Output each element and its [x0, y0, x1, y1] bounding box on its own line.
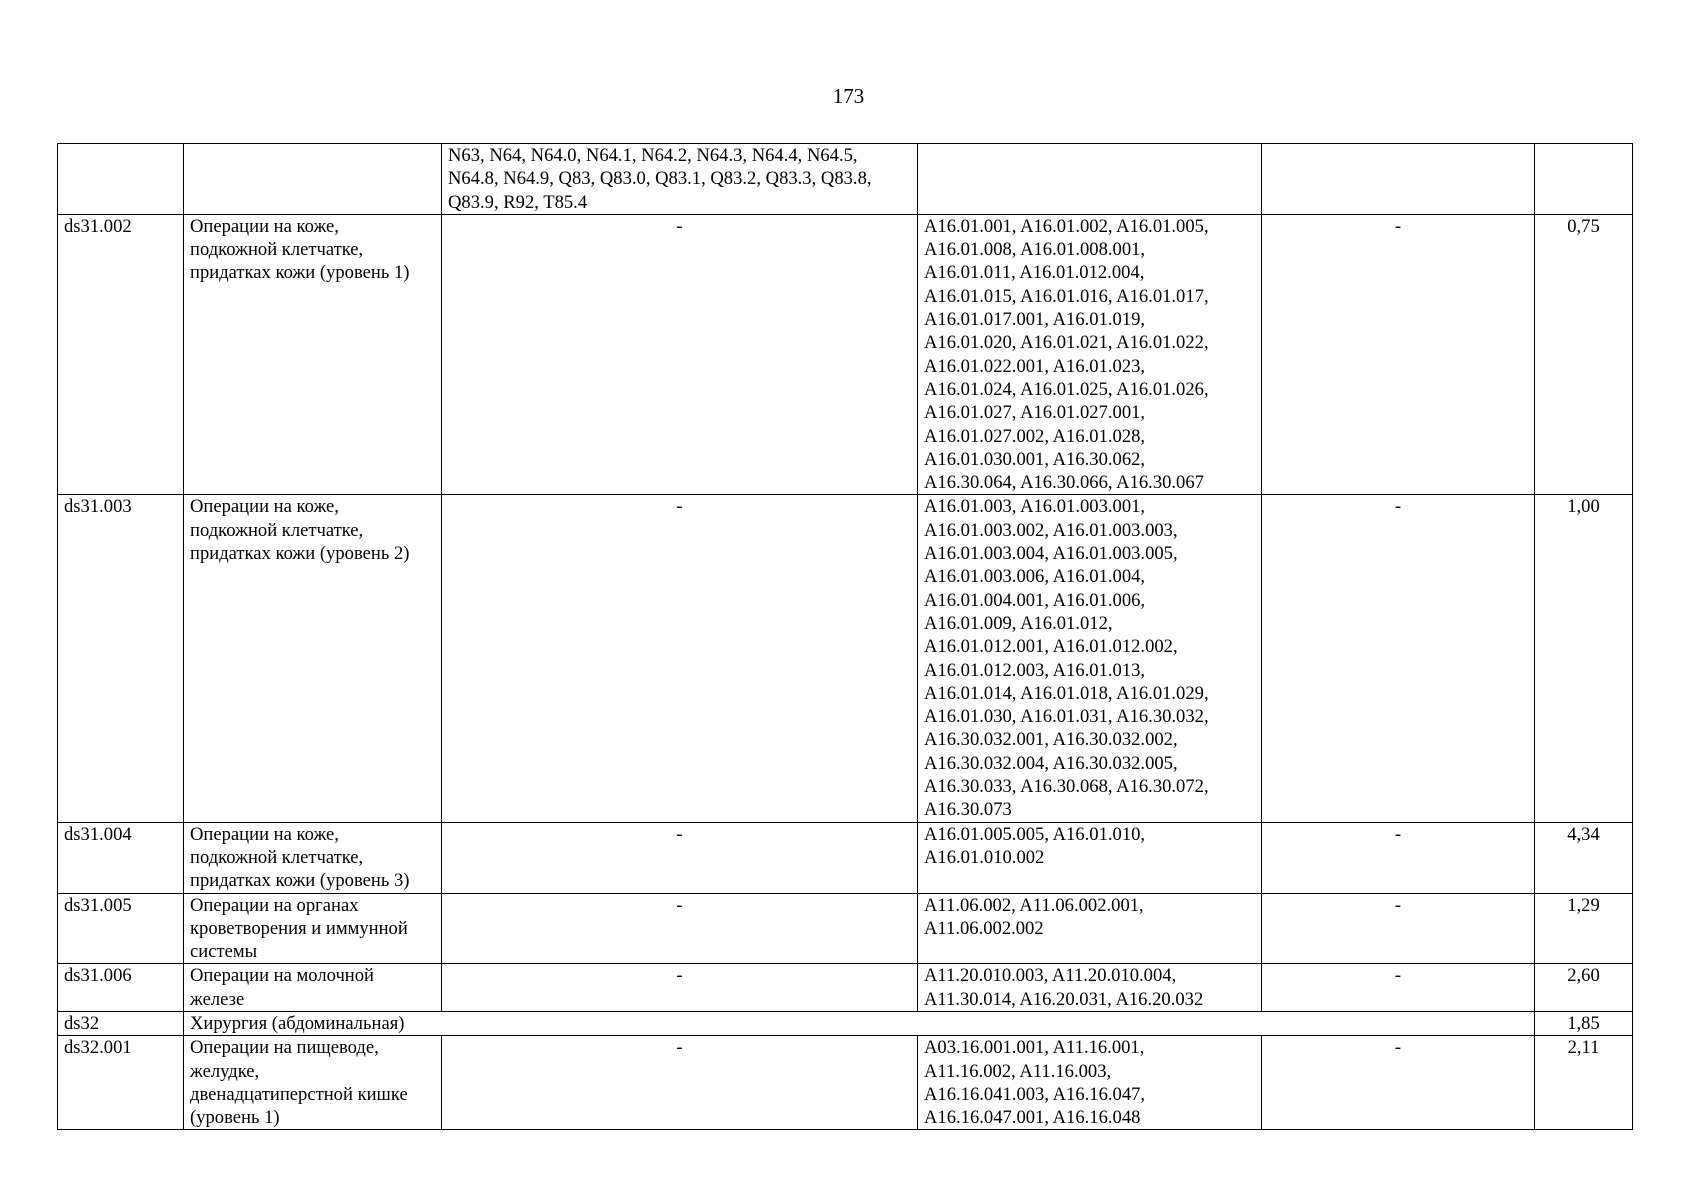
table-row: [58, 964, 1633, 1012]
diagnoses-cell: -: [442, 495, 918, 822]
group-code-cell: ds32: [58, 1011, 184, 1035]
code-cell: ds31.006: [58, 964, 184, 1012]
group-name-cell: Хирургия (абдоминальная): [184, 1011, 1535, 1035]
code-cell: ds31.005: [58, 893, 184, 964]
diagnoses-cell: -: [442, 964, 918, 1012]
other-cell: -: [1262, 495, 1535, 822]
coefficient-cell: 2,60: [1535, 964, 1633, 1012]
code-cell: ds31.003: [58, 495, 184, 822]
diagnoses-cell: N63, N64, N64.0, N64.1, N64.2, N64.3, N64.4, N64.5, N64.8, N64.9, Q83, Q83.0, Q83.1, Q83.2, Q83.3, Q83.8, Q83.9, R92, T85.4: [442, 144, 918, 215]
group-row: [58, 1011, 1633, 1035]
code-cell: ds31.004: [58, 822, 184, 893]
table-row: [58, 1036, 1633, 1130]
table-row: [58, 214, 1633, 495]
name-cell: Операции на коже, подкожной клетчатке, придатках кожи (уровень 3): [184, 822, 442, 893]
coefficient-cell: 0,75: [1535, 214, 1633, 495]
services-cell: [918, 144, 1262, 215]
code-cell: ds32.001: [58, 1036, 184, 1130]
coefficient-cell: 1,29: [1535, 893, 1633, 964]
table-row: [58, 893, 1633, 964]
table-row: [58, 495, 1633, 822]
services-cell: A16.01.001, A16.01.002, A16.01.005, A16.01.008, A16.01.008.001, A16.01.011, A16.01.012.004, A16.01.015, A16.01.016, A16.01.017, A16.01.017.001, A16.01.019, A16.01.020, A16.01.021, A16.01.022, A16.01.022.001, A16.01.023, A16.01.024, A16.01.025, A16.01.026, A16.01.027, A16.01.027.001, A16.01.027.002, A16.01.028, A16.01.030.001, A16.30.062, A16.30.064, A16.30.066, A16.30.067: [918, 214, 1262, 495]
services-cell: A11.06.002, A11.06.002.001, A11.06.002.002: [918, 893, 1262, 964]
other-cell: -: [1262, 1036, 1535, 1130]
name-cell: Операции на коже, подкожной клетчатке, придатках кожи (уровень 2): [184, 495, 442, 822]
coefficient-cell: 2,11: [1535, 1036, 1633, 1130]
other-cell: -: [1262, 214, 1535, 495]
other-cell: [1262, 144, 1535, 215]
services-cell: A16.01.005.005, A16.01.010, A16.01.010.002: [918, 822, 1262, 893]
table-row: [58, 144, 1633, 215]
name-cell: Операции на коже, подкожной клетчатке, придатках кожи (уровень 1): [184, 214, 442, 495]
coefficient-cell: 4,34: [1535, 822, 1633, 893]
group-coefficient-cell: 1,85: [1535, 1011, 1633, 1035]
services-cell: A16.01.003, A16.01.003.001, A16.01.003.002, A16.01.003.003, A16.01.003.004, A16.01.003.005, A16.01.003.006, A16.01.004, A16.01.004.001, A16.01.006, A16.01.009, A16.01.012, A16.01.012.001, A16.01.012.002, A16.01.012.003, A16.01.013, A16.01.014, A16.01.018, A16.01.029, A16.01.030, A16.01.031, A16.30.032, A16.30.032.001, A16.30.032.002, A16.30.032.004, A16.30.032.005, A16.30.033, A16.30.068, A16.30.072, A16.30.073: [918, 495, 1262, 822]
diagnoses-cell: -: [442, 893, 918, 964]
other-cell: -: [1262, 893, 1535, 964]
diagnoses-cell: -: [442, 214, 918, 495]
name-cell: [184, 144, 442, 215]
other-cell: -: [1262, 964, 1535, 1012]
other-cell: -: [1262, 822, 1535, 893]
table-row: [58, 822, 1633, 893]
name-cell: Операции на пищеводе, желудке, двенадцатиперстной кишке (уровень 1): [184, 1036, 442, 1130]
services-cell: A03.16.001.001, A11.16.001, A11.16.002, A11.16.003, A16.16.041.003, A16.16.047, A16.16.047.001, A16.16.048: [918, 1036, 1262, 1130]
code-cell: ds31.002: [58, 214, 184, 495]
diagnoses-cell: -: [442, 1036, 918, 1130]
coefficient-cell: [1535, 144, 1633, 215]
services-cell: A11.20.010.003, A11.20.010.004, A11.30.014, A16.20.031, A16.20.032: [918, 964, 1262, 1012]
page-number: 173: [832, 84, 865, 108]
name-cell: Операции на органах кроветворения и иммунной системы: [184, 893, 442, 964]
diagnoses-cell: -: [442, 822, 918, 893]
code-cell: [58, 144, 184, 215]
coefficient-cell: 1,00: [1535, 495, 1633, 822]
tariff-table: [57, 143, 1633, 1130]
name-cell: Операции на молочной железе: [184, 964, 442, 1012]
